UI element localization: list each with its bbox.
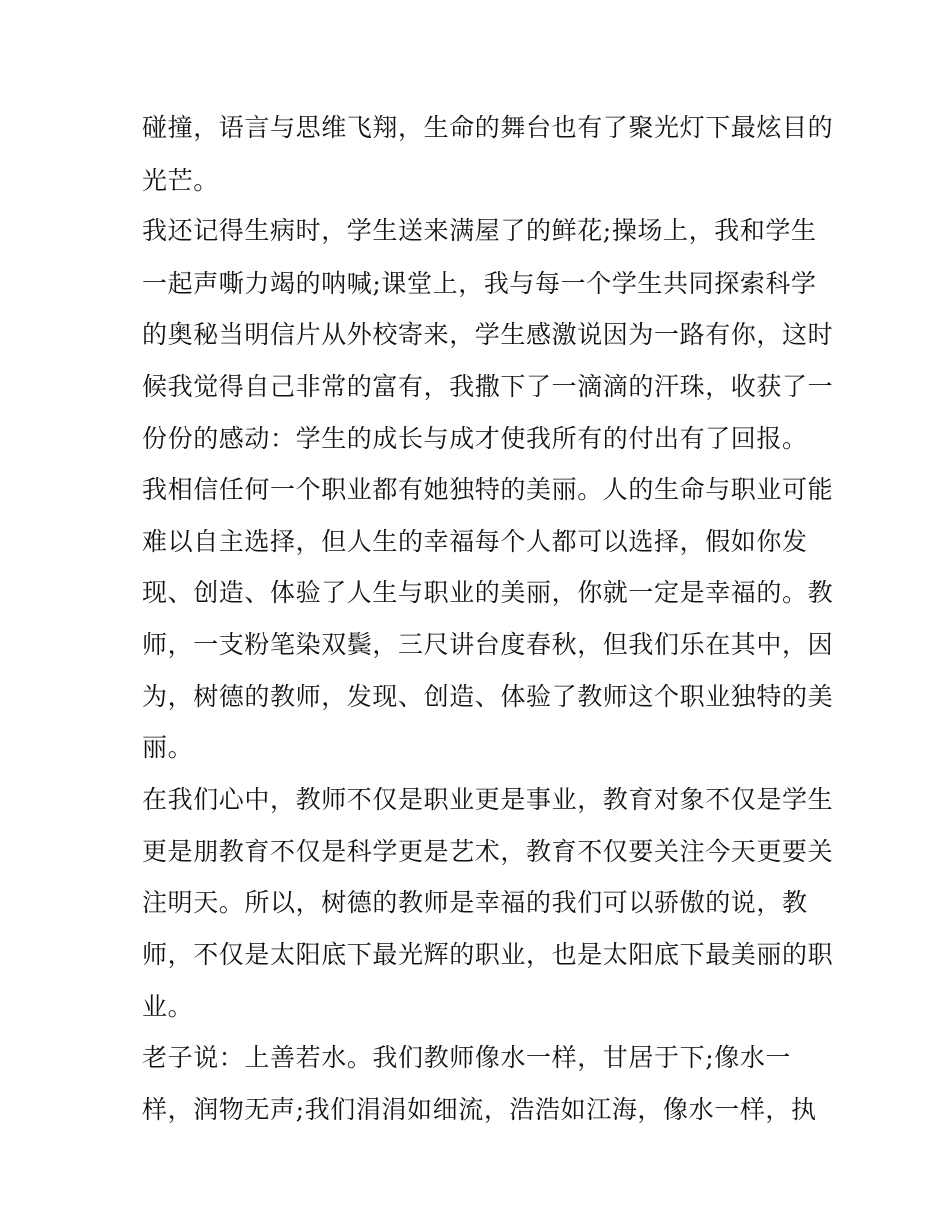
- text-line: 业。: [142, 992, 194, 1021]
- text-line: 候我觉得自己非常的富有，我撒下了一滴滴的汗珠，收获了一: [142, 372, 834, 401]
- text-line: 为，树德的教师，发现、创造、体验了教师这个职业独特的美: [142, 682, 834, 711]
- text-line: 的奥秘当明信片从外校寄来，学生感激说因为一路有你，这时: [142, 320, 834, 349]
- text-line: 师，不仅是太阳底下最光辉的职业，也是太阳底下最美丽的职: [142, 940, 834, 969]
- text-line: 现、创造、体验了人生与职业的美丽，你就一定是幸福的。教: [142, 578, 834, 607]
- text-line: 更是朋教育不仅是科学更是艺术，教育不仅要关注今天更要关: [142, 837, 834, 866]
- text-line: 我相信任何一个职业都有她独特的美丽。人的生命与职业可能: [142, 475, 834, 504]
- text-line: 样，润物无声;我们涓涓如细流，浩浩如江海，像水一样，执: [142, 1095, 817, 1124]
- text-line: 老子说：上善若水。我们教师像水一样，甘居于下;像水一: [142, 1043, 792, 1072]
- text-line: 在我们心中，教师不仅是职业更是事业，教育对象不仅是学生: [142, 785, 834, 814]
- text-line: 难以自主选择，但人生的幸福每个人都可以选择，假如你发: [142, 527, 808, 556]
- text-line: 师，一支粉笔染双鬓，三尺讲台度春秋，但我们乐在其中，因: [142, 630, 834, 659]
- text-line: 碰撞，语言与思维飞翔，生命的舞台也有了聚光灯下最炫目的: [142, 113, 834, 142]
- text-line: 光芒。: [142, 166, 219, 195]
- text-line: 我还记得生病时，学生送来满屋了的鲜花;操场上，我和学生: [142, 216, 817, 245]
- text-line: 一起声嘶力竭的呐喊;课堂上，我与每一个学生共同探索科学: [142, 269, 817, 298]
- text-line: 份份的感动：学生的成长与成才使我所有的付出有了回报。: [142, 424, 808, 453]
- text-line: 注明天。所以，树德的教师是幸福的我们可以骄傲的说，教: [142, 888, 808, 917]
- text-line: 丽。: [142, 733, 194, 762]
